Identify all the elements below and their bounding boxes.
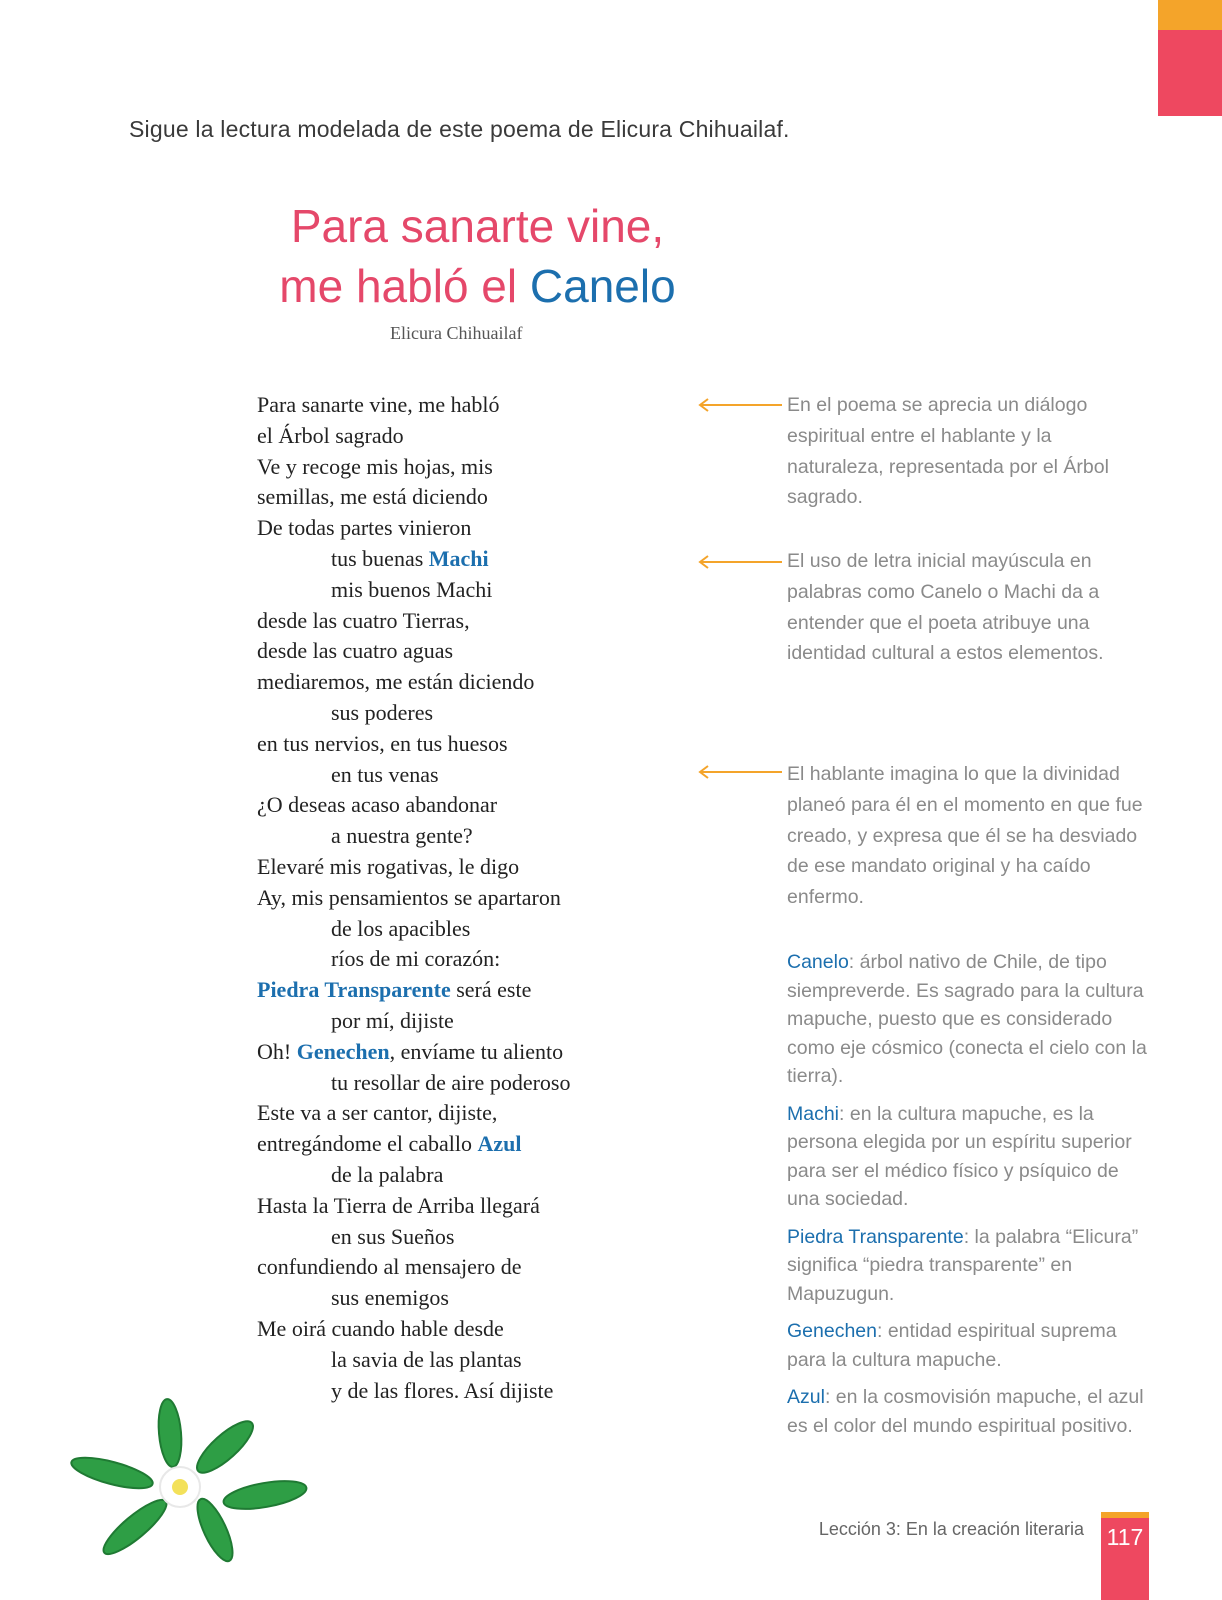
poem-line-text: por mí, dijiste <box>331 1007 454 1033</box>
glossary-entry <box>787 1317 1147 1374</box>
glossary-definition: : en la cultura mapuche, es la persona elegida por un espíritu superior para ser el médico físico y psíquico de una sociedad. <box>787 1102 1132 1210</box>
poem-line-text: en tus venas <box>331 761 439 787</box>
poem-line <box>257 821 697 852</box>
poem-line-text: entregándome el caballo <box>257 1131 478 1157</box>
poem-line <box>257 1345 697 1376</box>
title-line-2-text: me habló el <box>279 260 530 312</box>
poem-line <box>257 1098 697 1129</box>
poem-line <box>257 1006 697 1037</box>
poem-line-text: confundiendo al mensajero de <box>257 1254 522 1280</box>
poem-line <box>257 852 697 883</box>
poem-line-text: De todas partes vinieron <box>257 515 472 541</box>
poem-line <box>257 790 697 821</box>
poem-line <box>257 729 697 760</box>
poem-line <box>257 575 697 606</box>
poem-line-text: tus buenas <box>331 545 429 571</box>
corner-tab-pink <box>1158 30 1222 116</box>
poem-line-text: Hasta la Tierra de Arriba llegará <box>257 1192 540 1218</box>
arrow-left-icon <box>698 764 782 780</box>
poem-line <box>257 1129 697 1160</box>
poem-line <box>257 1068 697 1099</box>
poem-line-text: de la palabra <box>331 1161 444 1187</box>
poem-line-text: y de las flores. Así dijiste <box>331 1377 554 1403</box>
page-number: 117 <box>1106 1524 1144 1550</box>
glossary-term: Piedra Transparente <box>787 1225 964 1248</box>
side-note-3: El hablante imagina lo que la divinidad planeó para él en el momento en que fue creado, y expresa que él se ha desviado de ese mandato original y ha caído enfermo. <box>787 763 1143 909</box>
glossary-entry <box>787 948 1147 1091</box>
poem-line-text: Este va a ser cantor, dijiste, <box>257 1100 498 1126</box>
glossary-term: Azul <box>787 1386 825 1408</box>
poem-line-text: será este <box>450 977 532 1003</box>
poem-line-text: en tus nervios, en tus huesos <box>257 730 508 756</box>
glossary <box>787 948 1147 1449</box>
poem-line-text: Para sanarte vine, me habló <box>257 392 500 417</box>
poem-line <box>257 1283 697 1314</box>
poem-line-text: Ay, mis pensamientos se apartaron <box>257 884 561 910</box>
corner-tab-orange <box>1158 0 1222 30</box>
poem-line <box>257 390 697 421</box>
poem-line <box>257 1376 697 1407</box>
poem-line-text: sus enemigos <box>331 1285 449 1311</box>
intro-text: Sigue la lectura modelada de este poema de Elicura Chihuailaf. <box>129 116 790 142</box>
poem-line <box>257 1222 697 1253</box>
glossary-definition: : en la cosmovisión mapuche, el azul es el color del mundo espiritual positivo. <box>787 1386 1144 1437</box>
poem-line-text: sus poderes <box>331 699 434 725</box>
poem-line <box>257 667 697 698</box>
footer-lesson: Lección 3: En la creación literaria <box>818 1519 1084 1539</box>
poem-line-text: a nuestra gente? <box>331 823 473 849</box>
side-note-2: El uso de letra inicial mayúscula en palabras como Canelo o Machi da a entender que el poeta atribuye una identidad cultural a estos elementos. <box>787 550 1104 665</box>
side-note-1: En el poema se aprecia un diálogo espiritual entre el hablante y la naturaleza, representada por el Árbol sagrado. <box>787 394 1109 509</box>
poem-line <box>257 452 697 483</box>
poem-line <box>257 760 697 791</box>
poem-line-text: desde las cuatro aguas <box>257 638 454 664</box>
poem-line-text: ríos de mi corazón: <box>331 946 501 972</box>
poem-line <box>257 1314 697 1345</box>
title-line-2 <box>200 256 755 316</box>
poem-author: Elicura Chihuailaf <box>390 323 523 343</box>
glossary-entry <box>787 1100 1147 1214</box>
arrow-left-icon <box>698 554 782 570</box>
poem-line-text: ¿O deseas acaso abandonar <box>257 792 498 818</box>
page-number-tab <box>1101 1512 1149 1600</box>
poem-line-text: semillas, me está diciendo <box>257 484 488 510</box>
poem-line-text: Elevaré mis rogativas, le digo <box>257 853 520 879</box>
title-highlight: Canelo <box>529 260 676 312</box>
poem-line-text: mis buenos Machi <box>331 576 493 602</box>
glossary-definition: : árbol nativo de Chile, de tipo siempreverde. Es sagrado para la cultura mapuche, puesto que es considerado como eje cósmico (conecta el cielo con la tierra). <box>787 951 1147 1087</box>
poem-line <box>257 1191 697 1222</box>
poem-line-text: la savia de las plantas <box>331 1346 522 1372</box>
poem-line <box>257 944 697 975</box>
glossary-entry <box>787 1223 1147 1309</box>
poem-line <box>257 883 697 914</box>
poem-title <box>200 196 755 316</box>
poem-line-text: , envíame tu aliento <box>389 1038 564 1064</box>
glossary-term: Machi <box>787 1102 840 1125</box>
poem-line <box>257 1160 697 1191</box>
poem-line-text: desde las cuatro Tierras, <box>257 607 470 633</box>
poem-highlight-word: Genechen <box>296 1038 390 1064</box>
poem-line <box>257 636 697 667</box>
poem-body <box>257 390 697 1406</box>
poem-line-text: de los apacibles <box>331 915 471 941</box>
poem-line <box>257 606 697 637</box>
poem-line <box>257 1037 697 1068</box>
glossary-entry <box>787 1383 1147 1440</box>
poem-line <box>257 914 697 945</box>
poem-line-text: Me oirá cuando hable desde <box>257 1315 504 1341</box>
poem-line-text: mediaremos, me están diciendo <box>257 669 535 695</box>
poem-line-text: en sus Sueños <box>331 1223 455 1249</box>
poem-line-text: Ve y recoge mis hojas, mis <box>257 453 493 479</box>
poem-highlight-word: Piedra Transparente <box>257 977 451 1003</box>
glossary-term: Canelo <box>787 951 849 973</box>
glossary-definition: : entidad espiritual suprema para la cultura mapuche. <box>787 1320 1117 1371</box>
corner-color-tab <box>1158 0 1222 116</box>
poem-line-text: tu resollar de aire poderoso <box>331 1069 571 1095</box>
flower-icon <box>40 1395 320 1565</box>
poem-line <box>257 698 697 729</box>
poem-line <box>257 482 697 513</box>
glossary-term: Genechen <box>787 1320 877 1342</box>
glossary-definition: : la palabra “Elicura” significa “piedra transparente” en Mapuzugun. <box>787 1225 1139 1305</box>
poem-line-text: Oh! <box>257 1038 297 1064</box>
poem-line-text: el Árbol sagrado <box>257 422 404 448</box>
poem-line <box>257 975 697 1006</box>
poem-line <box>257 513 697 544</box>
poem-line <box>257 544 697 575</box>
poem-line <box>257 1252 697 1283</box>
poem-line <box>257 421 697 452</box>
arrow-left-icon <box>698 397 782 413</box>
poem-highlight-word: Azul <box>477 1131 522 1157</box>
title-line-1: Para sanarte vine, <box>290 200 665 252</box>
poem-highlight-word: Machi <box>428 545 489 571</box>
